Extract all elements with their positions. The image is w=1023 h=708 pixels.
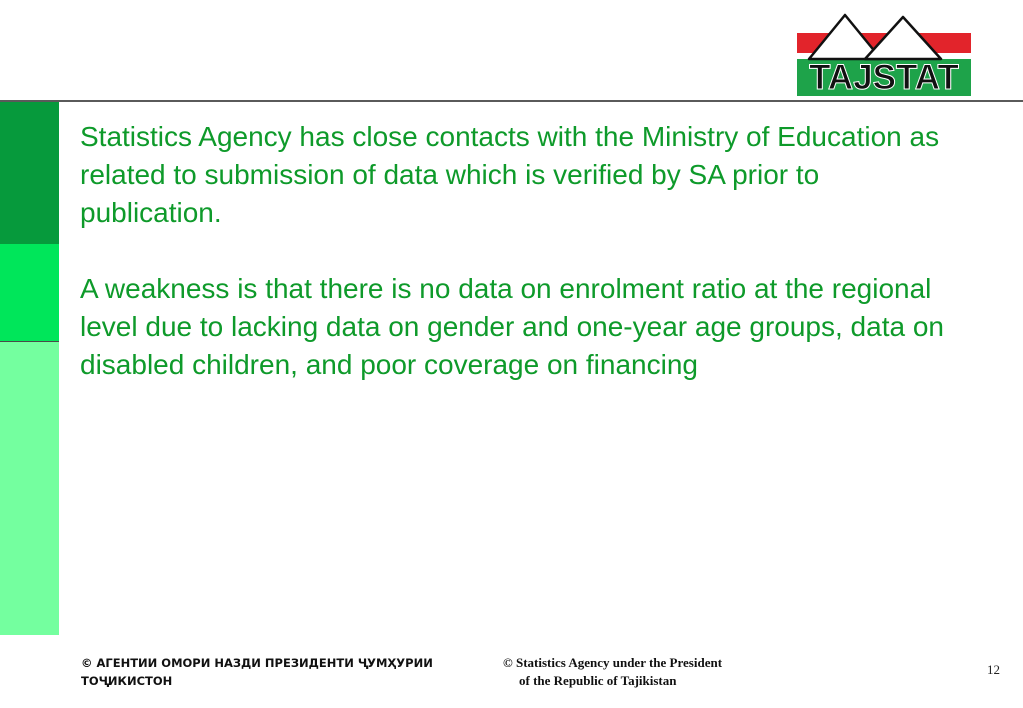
footer-left-line-2: ТОҶИКИСТОН: [81, 674, 173, 688]
tajstat-logo: [795, 12, 973, 98]
footer-copyright-english: [503, 654, 783, 690]
slide-body: [80, 118, 960, 384]
footer-copyright-tajik: [81, 654, 461, 690]
footer-center-line-2: of the Republic of Tajikistan: [519, 673, 677, 688]
sidebar-block-dark: [0, 102, 59, 244]
sidebar-block-bright: [0, 244, 59, 342]
sidebar-block-light: [0, 342, 59, 635]
page-number: 12: [987, 662, 1000, 677]
header-divider: [0, 100, 1023, 102]
decorative-sidebar: [0, 102, 59, 635]
footer-left-line-1: © АГЕНТИИ ОМОРИ НАЗДИ ПРЕЗИДЕНТИ ҶУМҲУРИИ: [81, 656, 433, 670]
footer-center-line-1: © Statistics Agency under the President: [503, 655, 723, 670]
logo-graphic: [795, 12, 973, 98]
body-paragraph-2: A weakness is that there is no data on enrolment ratio at the regional level due to lacking data on gender and one-year age groups, data on disabled children, and poor coverage on financing: [80, 273, 944, 380]
logo-text: TAJSTAT: [809, 58, 959, 97]
body-paragraph-1: Statistics Agency has close contacts with the Ministry of Education as related to submission of data which is verified by SA prior to publication.: [80, 121, 940, 228]
